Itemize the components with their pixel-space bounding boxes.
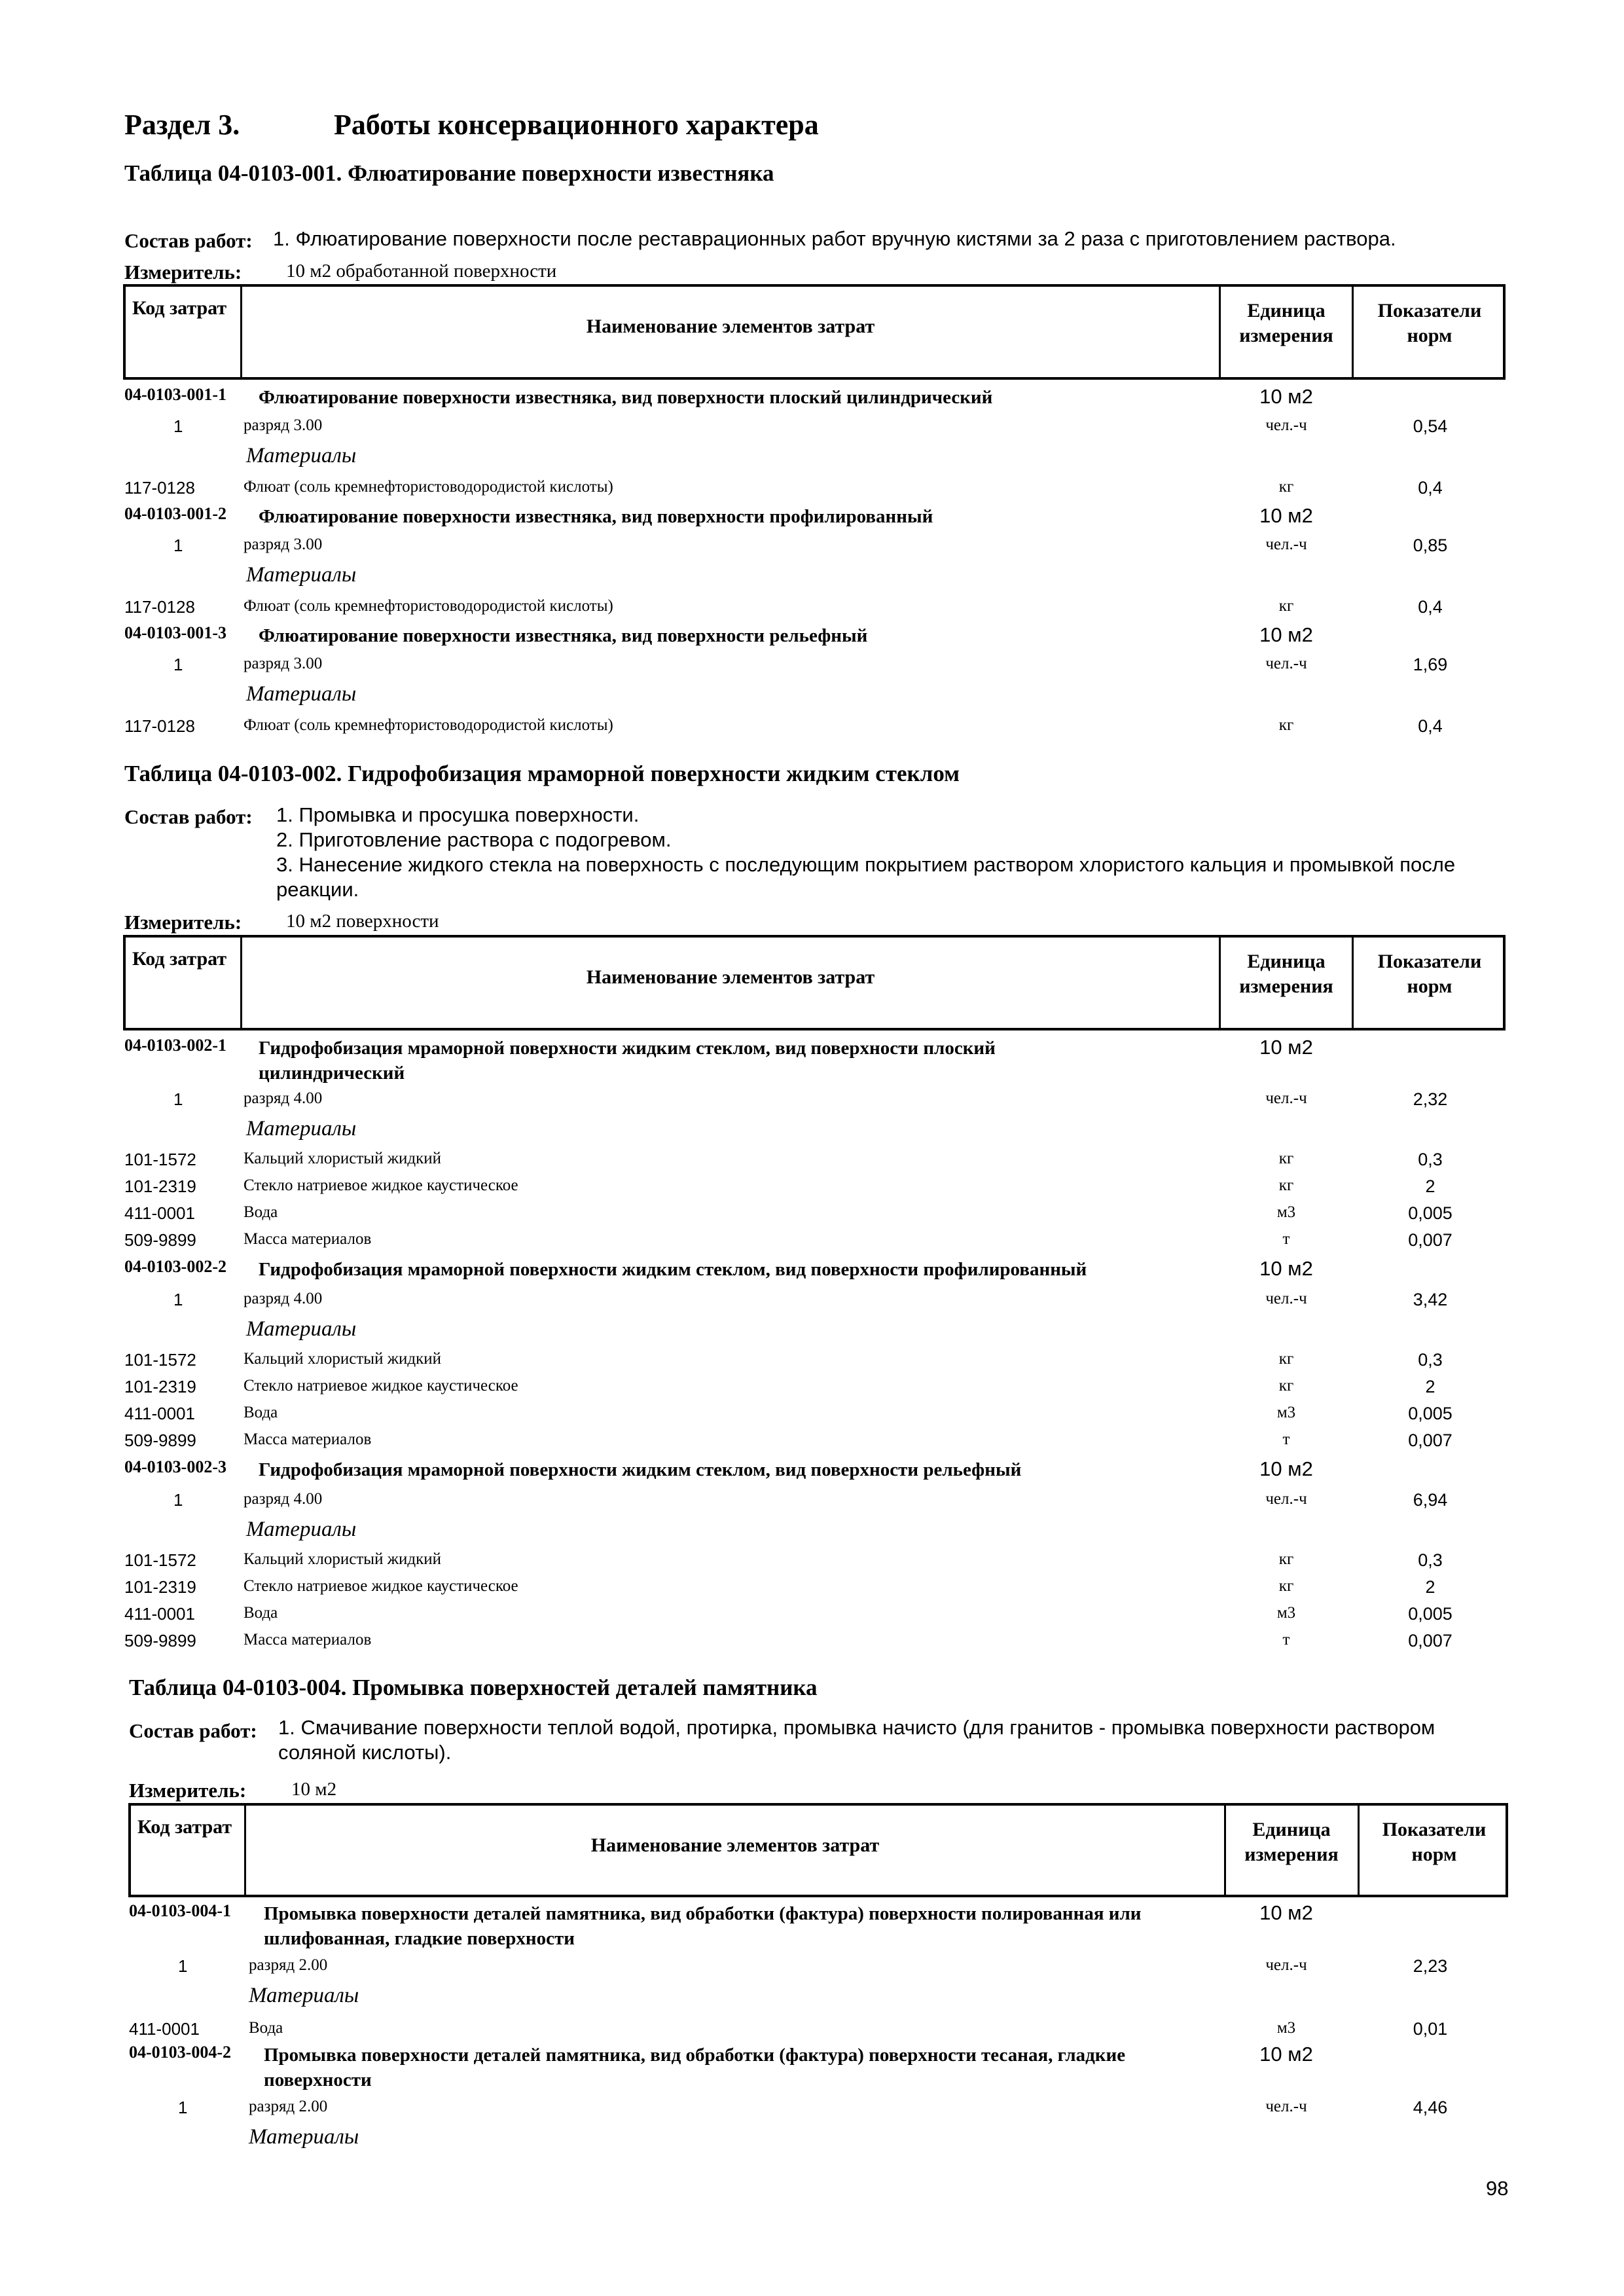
table-row <box>0 1984 1624 2010</box>
rank-unit: чел.-ч <box>1265 1490 1307 1508</box>
item-name: Флюатирование поверхности известняка, вид поверхности рельефный <box>259 625 868 646</box>
table-row <box>0 1490 1624 1516</box>
material-norm: 0,007 <box>1408 1230 1453 1250</box>
material-norm: 0,4 <box>1418 716 1443 736</box>
table-row <box>0 2098 1624 2124</box>
item-code: 04-0103-002-2 <box>124 1257 226 1276</box>
composition-step: 1. Смачивание поверхности теплой водой, протирка, промывка начисто (для гранитов - промывка поверхности раствором соляной кислоты). <box>278 1716 1435 1764</box>
item-unit: 10 м2 <box>1259 1901 1313 1924</box>
rank-name: разряд 4.00 <box>244 1290 323 1307</box>
material-name: Вода <box>244 1203 278 1221</box>
header-unit: Единица измерения <box>1244 1819 1339 1865</box>
table-header <box>123 284 1506 380</box>
rank-unit: чел.-ч <box>1265 655 1307 672</box>
rank-code: 1 <box>178 1956 188 1976</box>
materials-heading: Материалы <box>249 1984 359 2007</box>
material-norm: 0,3 <box>1418 1550 1443 1570</box>
header-code: Код затрат <box>137 1816 232 1838</box>
rank-name: разряд 2.00 <box>249 1956 328 1974</box>
table-row <box>0 655 1624 681</box>
rank-unit: чел.-ч <box>1265 1290 1307 1307</box>
material-unit: кг <box>1278 1150 1294 1167</box>
table-row <box>0 1117 1624 1143</box>
meter-value: 10 м2 поверхности <box>286 911 439 932</box>
table-row <box>0 1350 1624 1376</box>
rank-norm: 6,94 <box>1413 1490 1448 1510</box>
header-norm: Показатели норм <box>1382 1819 1487 1865</box>
item-name: Флюатирование поверхности известняка, вид поверхности профилированный <box>259 506 933 527</box>
material-name: Масса материалов <box>244 1430 372 1448</box>
meter-label: Измеритель: <box>129 1779 247 1802</box>
material-name: Масса материалов <box>244 1631 372 1649</box>
header-name: Наименование элементов затрат <box>590 1834 880 1856</box>
table-row <box>0 597 1624 623</box>
rank-norm: 1,69 <box>1413 655 1448 674</box>
table-row <box>0 1317 1624 1343</box>
table-row <box>0 1290 1624 1316</box>
table-title: Таблица 04-0103-001. Флюатирование поверхности известняка <box>124 160 774 186</box>
material-name: Стекло натриевое жидкое каустическое <box>244 1176 518 1194</box>
rank-name: разряд 3.00 <box>244 655 323 672</box>
rank-code: 1 <box>173 655 183 674</box>
material-norm: 0,3 <box>1418 1150 1443 1169</box>
item-code: 04-0103-001-1 <box>124 385 226 404</box>
rank-unit: чел.-ч <box>1265 536 1307 553</box>
header-norm: Показатели норм <box>1377 300 1482 346</box>
material-norm: 0,005 <box>1408 1203 1453 1223</box>
item-name: Гидрофобизация мраморной поверхности жидким стеклом, вид поверхности рельефный <box>259 1459 1022 1480</box>
materials-heading: Материалы <box>246 444 357 467</box>
material-code: 117-0128 <box>124 597 195 617</box>
table-row <box>0 682 1624 708</box>
material-unit: кг <box>1278 716 1294 734</box>
table-row <box>0 1377 1624 1403</box>
material-code: 101-2319 <box>124 1176 196 1196</box>
table-header <box>128 1803 1508 1897</box>
item-name: Промывка поверхности деталей памятника, вид обработки (фактура) поверхности полированная или шлифованная, гладкие поверхности <box>264 1903 1142 1949</box>
rank-code: 1 <box>173 1089 183 1109</box>
table-row <box>0 536 1624 562</box>
material-norm: 2 <box>1425 1176 1435 1196</box>
material-norm: 0,007 <box>1408 1430 1453 1450</box>
material-unit: кг <box>1278 1176 1294 1194</box>
table-row <box>0 1089 1624 1116</box>
material-code: 411-0001 <box>124 1604 195 1624</box>
material-unit: кг <box>1278 1377 1294 1394</box>
composition-step: 1. Флюатирование поверхности после реставрационных работ вручную кистями за 2 раза с приготовлением раствора. <box>273 227 1396 250</box>
table-row <box>0 1203 1624 1230</box>
material-name: Стекло натриевое жидкое каустическое <box>244 1377 518 1394</box>
item-code: 04-0103-004-1 <box>129 1901 231 1920</box>
material-code: 411-0001 <box>129 2019 200 2039</box>
material-unit: т <box>1282 1430 1290 1448</box>
material-norm: 0,4 <box>1418 478 1443 498</box>
table-row <box>0 716 1624 742</box>
materials-heading: Материалы <box>246 1117 357 1140</box>
rank-code: 1 <box>173 536 183 555</box>
meter-value: 10 м2 обработанной поверхности <box>286 261 557 282</box>
table-row <box>0 563 1624 589</box>
table-row <box>0 1404 1624 1430</box>
rank-name: разряд 3.00 <box>244 536 323 553</box>
table-row <box>0 416 1624 443</box>
table-row <box>0 1430 1624 1457</box>
rank-unit: чел.-ч <box>1265 2098 1307 2115</box>
material-name: Флюат (соль кремнефтористоводородистой кислоты) <box>244 716 613 734</box>
material-code: 509-9899 <box>124 1631 196 1650</box>
header-name: Наименование элементов затрат <box>586 316 875 337</box>
material-name: Масса материалов <box>244 1230 372 1248</box>
table-row <box>0 2019 1624 2045</box>
table-row <box>0 1577 1624 1603</box>
table-row <box>0 1176 1624 1203</box>
item-unit: 10 м2 <box>1259 1457 1313 1480</box>
table-row <box>0 478 1624 504</box>
rank-norm: 0,85 <box>1413 536 1448 555</box>
material-unit: кг <box>1278 1350 1294 1368</box>
item-code: 04-0103-002-1 <box>124 1036 226 1055</box>
rank-unit: чел.-ч <box>1265 416 1307 434</box>
rank-unit: чел.-ч <box>1265 1956 1307 1974</box>
rank-norm: 4,46 <box>1413 2098 1448 2117</box>
composition-step: 2. Приготовление раствора с подогревом. <box>276 828 672 851</box>
material-unit: кг <box>1278 478 1294 496</box>
header-code: Код затрат <box>132 297 227 319</box>
meter-label: Измеритель: <box>124 261 242 283</box>
table-row <box>0 1518 1624 1544</box>
rank-name: разряд 3.00 <box>244 416 323 434</box>
table-row <box>0 2125 1624 2151</box>
header-code: Код затрат <box>132 948 227 970</box>
materials-heading: Материалы <box>246 1518 357 1541</box>
rank-name: разряд 4.00 <box>244 1089 323 1107</box>
table-row <box>0 1901 1624 1954</box>
material-code: 509-9899 <box>124 1430 196 1450</box>
table-title: Таблица 04-0103-004. Промывка поверхностей деталей памятника <box>129 1675 818 1700</box>
table-row <box>0 1036 1624 1088</box>
material-code: 101-1572 <box>124 1550 196 1570</box>
item-code: 04-0103-002-3 <box>124 1457 226 1476</box>
item-unit: 10 м2 <box>1259 623 1313 646</box>
header-name: Наименование элементов затрат <box>586 966 875 988</box>
table-row <box>0 2043 1624 2095</box>
item-name: Гидрофобизация мраморной поверхности жидким стеклом, вид поверхности плоский цилиндрический <box>259 1038 996 1084</box>
rank-code: 1 <box>173 416 183 436</box>
material-norm: 0,005 <box>1408 1404 1453 1423</box>
item-unit: 10 м2 <box>1259 504 1313 527</box>
table-row <box>0 623 1624 649</box>
material-code: 117-0128 <box>124 716 195 736</box>
rank-norm: 2,32 <box>1413 1089 1448 1109</box>
rank-name: разряд 2.00 <box>249 2098 328 2115</box>
material-unit: кг <box>1278 597 1294 615</box>
material-code: 411-0001 <box>124 1404 195 1423</box>
meter-label: Измеритель: <box>124 911 242 934</box>
composition-label: Состав работ: <box>124 229 253 252</box>
rank-name: разряд 4.00 <box>244 1490 323 1508</box>
material-name: Вода <box>244 1604 278 1622</box>
material-unit: кг <box>1278 1550 1294 1568</box>
material-code: 101-1572 <box>124 1150 196 1169</box>
material-unit: м3 <box>1276 1404 1296 1421</box>
material-unit: т <box>1282 1230 1290 1248</box>
material-norm: 0,005 <box>1408 1604 1453 1624</box>
header-norm: Показатели норм <box>1377 951 1482 997</box>
item-name: Промывка поверхности деталей памятника, вид обработки (фактура) поверхности тесаная, гладкие поверхности <box>264 2045 1126 2090</box>
rank-code: 1 <box>178 2098 188 2117</box>
item-name: Гидрофобизация мраморной поверхности жидким стеклом, вид поверхности профилированный <box>259 1259 1087 1280</box>
materials-heading: Материалы <box>249 2125 359 2149</box>
item-unit: 10 м2 <box>1259 1036 1313 1059</box>
material-code: 101-2319 <box>124 1377 196 1396</box>
table-row <box>0 444 1624 470</box>
material-name: Кальций хлористый жидкий <box>244 1150 442 1167</box>
table-row <box>0 1550 1624 1576</box>
material-name: Вода <box>249 2019 283 2037</box>
table-title: Таблица 04-0103-002. Гидрофобизация мраморной поверхности жидким стеклом <box>124 761 960 786</box>
material-unit: м3 <box>1276 1203 1296 1221</box>
header-unit: Единица измерения <box>1239 951 1333 997</box>
rank-unit: чел.-ч <box>1265 1089 1307 1107</box>
material-unit: м3 <box>1276 2019 1296 2037</box>
material-unit: м3 <box>1276 1604 1296 1622</box>
material-norm: 0,3 <box>1418 1350 1443 1370</box>
composition-step: 3. Нанесение жидкого стекла на поверхность с последующим покрытием раствором хлористого кальция и промывкой после реакции. <box>276 853 1456 901</box>
material-norm: 0,4 <box>1418 597 1443 617</box>
page-number: 98 <box>1486 2177 1509 2200</box>
materials-heading: Материалы <box>246 1317 357 1341</box>
rank-code: 1 <box>173 1490 183 1510</box>
material-name: Флюат (соль кремнефтористоводородистой кислоты) <box>244 597 613 615</box>
materials-heading: Материалы <box>246 563 357 587</box>
materials-heading: Материалы <box>246 682 357 706</box>
section-title: Работы консервационного характера <box>334 109 819 141</box>
item-name: Флюатирование поверхности известняка, вид поверхности плоский цилиндрический <box>259 387 993 408</box>
material-name: Кальций хлористый жидкий <box>244 1350 442 1368</box>
table-row <box>0 1150 1624 1176</box>
rank-norm: 2,23 <box>1413 1956 1448 1976</box>
material-code: 101-2319 <box>124 1577 196 1597</box>
rank-norm: 3,42 <box>1413 1290 1448 1309</box>
table-header <box>123 935 1506 1030</box>
table-row <box>0 1604 1624 1630</box>
material-norm: 0,007 <box>1408 1631 1453 1650</box>
composition-label: Состав работ: <box>124 805 253 828</box>
material-name: Флюат (соль кремнефтористоводородистой кислоты) <box>244 478 613 496</box>
meter-value: 10 м2 <box>291 1779 337 1800</box>
table-row <box>0 1956 1624 1982</box>
table-row <box>0 385 1624 411</box>
section-label: Раздел 3. <box>124 109 240 141</box>
material-norm: 2 <box>1425 1577 1435 1597</box>
material-norm: 2 <box>1425 1377 1435 1396</box>
item-code: 04-0103-001-2 <box>124 504 226 523</box>
material-unit: кг <box>1278 1577 1294 1595</box>
item-unit: 10 м2 <box>1259 1257 1313 1280</box>
material-code: 411-0001 <box>124 1203 195 1223</box>
item-unit: 10 м2 <box>1259 385 1313 408</box>
material-code: 509-9899 <box>124 1230 196 1250</box>
material-unit: т <box>1282 1631 1290 1649</box>
item-code: 04-0103-004-2 <box>129 2043 231 2062</box>
material-code: 117-0128 <box>124 478 195 498</box>
header-unit: Единица измерения <box>1239 300 1333 346</box>
table-row <box>0 1457 1624 1484</box>
item-unit: 10 м2 <box>1259 2043 1313 2066</box>
composition-label: Состав работ: <box>129 1719 257 1742</box>
table-row <box>0 504 1624 530</box>
item-code: 04-0103-001-3 <box>124 623 226 642</box>
table-row <box>0 1230 1624 1256</box>
composition-step: 1. Промывка и просушка поверхности. <box>276 803 640 826</box>
material-name: Вода <box>244 1404 278 1421</box>
material-norm: 0,01 <box>1413 2019 1448 2039</box>
table-row <box>0 1257 1624 1283</box>
material-name: Стекло натриевое жидкое каустическое <box>244 1577 518 1595</box>
rank-code: 1 <box>173 1290 183 1309</box>
rank-norm: 0,54 <box>1413 416 1448 436</box>
material-code: 101-1572 <box>124 1350 196 1370</box>
table-row <box>0 1631 1624 1657</box>
material-name: Кальций хлористый жидкий <box>244 1550 442 1568</box>
